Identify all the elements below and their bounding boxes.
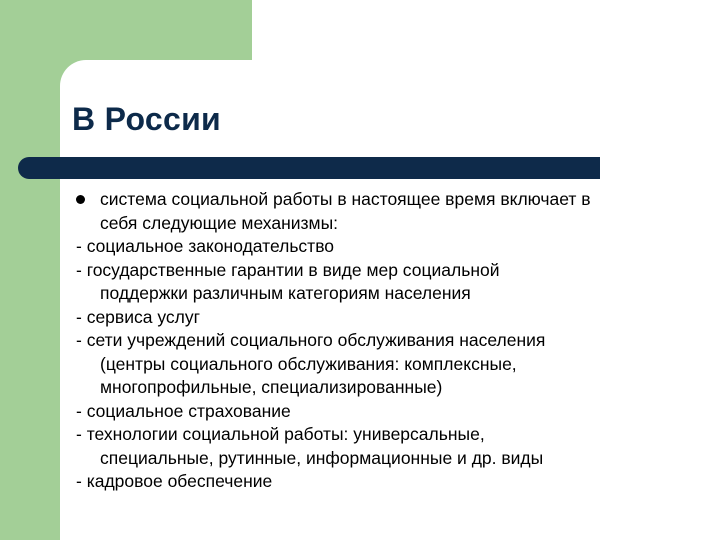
list-item-legislation (76, 235, 696, 259)
slide-body (76, 188, 696, 494)
list-item-line-continuation: многопрофильные, специализированные) (100, 377, 443, 397)
title-underline-bar (18, 157, 600, 179)
list-item-line: - сети учреждений социального обслуживания населения (76, 330, 546, 350)
bullet-item-intro (76, 188, 696, 212)
list-item-technologies (76, 423, 696, 470)
list-item-line: - технологии социальной работы: универсальные, (76, 424, 485, 444)
list-item-line: - кадровое обеспечение (76, 471, 273, 491)
list-item-institutions (76, 329, 696, 400)
list-item-state-guarantees (76, 259, 696, 306)
list-item-services (76, 306, 696, 330)
bullet-icon (76, 195, 85, 204)
list-item-line-continuation: (центры социального обслуживания: комплексные, (100, 353, 517, 374)
slide-title: В России (72, 101, 222, 137)
list-item-line-continuation: специальные, рутинные, информационные и др. виды (100, 447, 544, 468)
intro-line-2: себя следующие механизмы: (100, 212, 339, 233)
list-item-insurance (76, 400, 696, 424)
list-item-line-continuation: поддержки различным категориям населения (100, 283, 471, 303)
decorative-green-strip (0, 0, 60, 540)
list-item-line: - сервиса услуг (76, 306, 200, 327)
list-item-line: - государственные гарантии в виде мер социальной (76, 259, 500, 280)
intro-line-1: система социальной работы в настоящее время включает в (100, 189, 591, 209)
list-item-line: - социальное страхование (76, 400, 291, 421)
list-item-line: - социальное законодательство (76, 236, 335, 256)
list-item-staffing (76, 470, 696, 494)
